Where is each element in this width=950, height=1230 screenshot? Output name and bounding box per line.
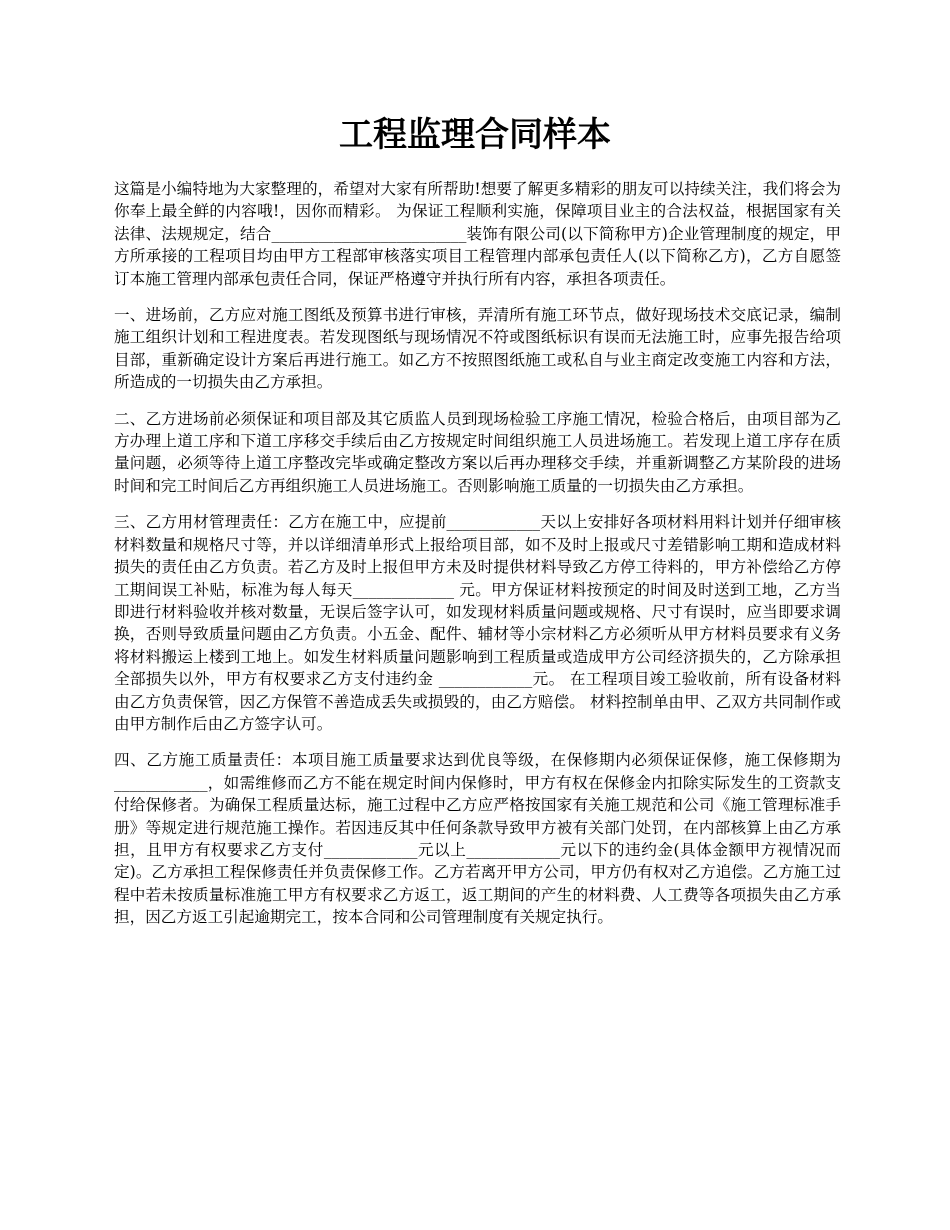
document-title: 工程监理合同样本 — [339, 115, 611, 155]
document-body — [114, 178, 841, 943]
paragraph-section-1: 一、进场前，乙方应对施工图纸及预算书进行审核，弄清所有施工环节点，做好现场技术交底记录，编制施工组织计划和工程进度表。若发现图纸与现场情况不符或图纸标识有误而无法施工时，应事先报告给项目部，重新确定设计方案后再进行施工。如乙方不按照图纸施工或私自与业主商定改变施工内容和方法，所造成的一切损失由乙方承担。 — [114, 306, 841, 392]
paragraph-section-2: 二、乙方进场前必须保证和项目部及其它质监人员到现场检验工序施工情况，检验合格后，由项目部为乙方办理上道工序和下道工序移交手续后由乙方按规定时间组织施工人员进场施工。若发现上道工序存在质量问题，必须等待上道工序整改完毕或确定整改方案以后再办理移交手续，并重新调整乙方某阶段的进场时间和完工时间后乙方再组织施工人员进场施工。否则影响施工质量的一切损失由乙方承担。 — [114, 409, 841, 495]
paragraph-intro: 这篇是小编特地为大家整理的，希望对大家有所帮助!想要了解更多精彩的朋友可以持续关注，我们将会为你奉上最全鲜的内容哦!，因你而精彩。 为保证工程顺利实施，保障项目业主的合法权益，根据国家有关法律、法规规定，结合_________________________装饰有限公司(以下简称甲方)企业管理制度的规定，甲方所承接的工程项目均由甲方工程部审核落实项目工程管理内部承包责任人(以下简称乙方)，乙方自愿签订本施工管理内部承包责任合同，保证严格遵守并执行所有内容，承担各项责任。 — [114, 180, 841, 288]
paragraph-section-3: 三、乙方用材管理责任：乙方在施工中，应提前____________天以上安排好各项材料用料计划并仔细审核材料数量和规格尺寸等，并以详细清单形式上报给项目部，如不及时上报或尺寸差错影响工期和造成材料损失的责任由乙方负责。若乙方及时上报但甲方未及时提供材料导致乙方停工待料的，甲方补偿给乙方停工期间误工补贴，标准为每人每天_____________ 元。甲方保证材料按预定的时间及时送到工地，乙方当即进行材料验收并核对数量，无误后签字认可，如发现材料质量问题或规格、尺寸有误时，应当即要求调换，否则导致质量问题由乙方负责。小五金、配件、辅材等小宗材料乙方必须听从甲方材料员要求有义务将材料搬运上楼到工地上。如发生材料质量问题影响到工程质量或造成甲方公司经济损失的，乙方除承担全部损失以外，甲方有权要求乙方支付违约金 ____________元。 在工程项目竣工验收前，所有设备材料由乙方负责保管，因乙方保管不善造成丢失或损毁的，由乙方赔偿。 材料控制单由甲、乙双方共同制作或由甲方制作后由乙方签字认可。 — [114, 513, 841, 733]
paragraph-section-4: 四、乙方施工质量责任：本项目施工质量要求达到优良等级，在保修期内必须保证保修，施工保修期为____________，如需维修而乙方不能在规定时间内保修时，甲方有权在保修金内扣除实际发生的工资款支付给保修者。为确保工程质量达标，施工过程中乙方应严格按国家有关施工规范和公司《施工管理标准手册》等规定进行规范施工操作。若因违反其中任何条款导致甲方被有关部门处罚，在内部核算上由乙方承担，且甲方有权要求乙方支付____________元以上____________元以下的违约金(具体金额甲方视情况而定)。乙方承担工程保修责任并负责保修工作。乙方若离开甲方公司，甲方仍有权对乙方追偿。乙方施工过程中若未按质量标准施工甲方有权要求乙方返工，返工期间的产生的材料费、人工费等各项损失由乙方承担，因乙方返工引起逾期完工，按本合同和公司管理制度有关规定执行。 — [114, 751, 841, 927]
